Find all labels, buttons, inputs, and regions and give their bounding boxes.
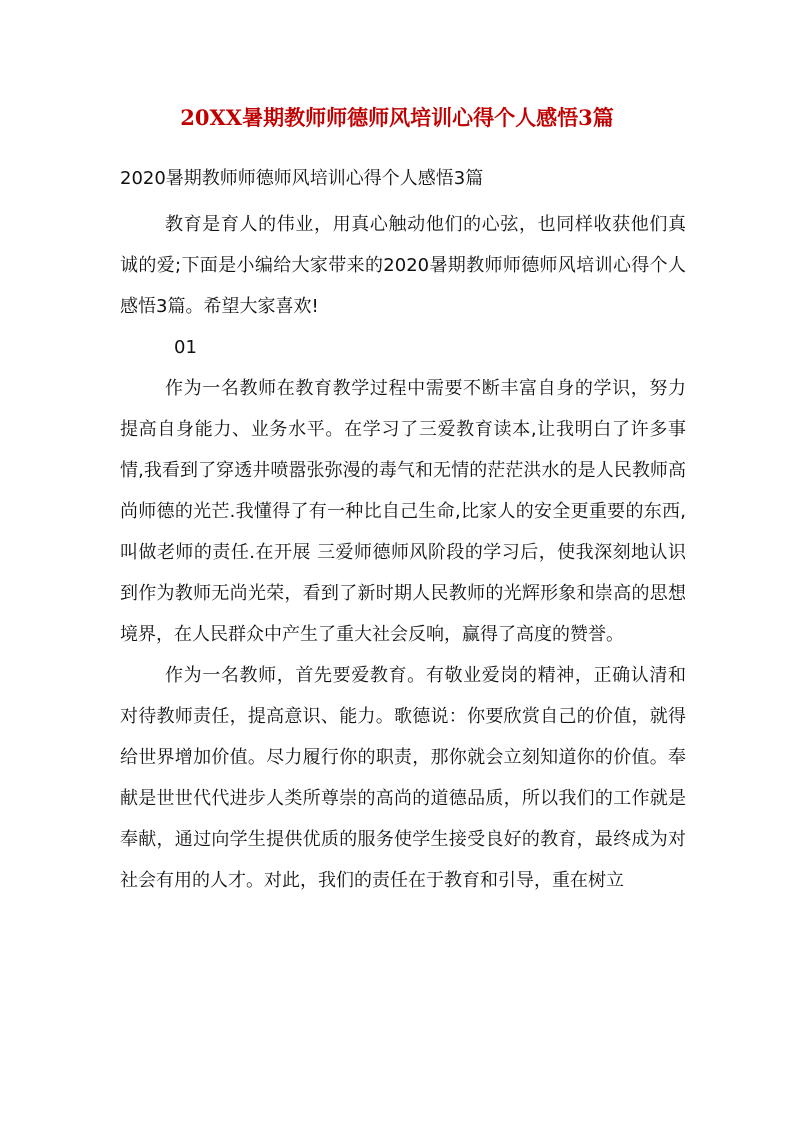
document-body [120, 204, 686, 901]
body-paragraph: 作为一名教师，首先要爱教育。有敬业爱岗的精神，正确认清和对待教师责任，提高意识、能力。歌德说：你要欣赏自己的价值，就得给世界增加价值。尽力履行你的职责，那你就会立刻知道你的价值。奉献是世世代代进步人类所尊崇的高尚的道德品质，所以我们的工作就是奉献，通过向学生提供优质的服务使学生接受良好的教育，最终成为对社会有用的人才。对此，我们的责任在于教育和引导，重在树立 [120, 665, 686, 891]
body-paragraph: 作为一名教师在教育教学过程中需要不断丰富自身的学识，努力提高自身能力、业务水平。在学习了三爱教育读本,让我明白了许多事情,我看到了穿透井喷嚣张弥漫的毒气和无情的茫茫洪水的是人民教师高尚师德的光芒.我懂得了有一种比自己生命,比家人的安全更重要的东西,叫做老师的责任.在开展 三爱师德师风阶段的学习后，使我深刻地认识到作为教师无尚光荣，看到了新时期人民教师的光辉形象和崇高的思想境界，在人民群众中产生了重大社会反响，赢得了高度的赞誉。 [120, 378, 686, 645]
intro-paragraph: 教育是育人的伟业，用真心触动他们的心弦，也同样收获他们真诚的爱;下面是小编给大家带来的2020暑期教师师德师风培训心得个人感悟3篇。希望大家喜欢! [120, 214, 686, 317]
document-title: 20XX暑期教师师德师风培训心得个人感悟3篇 [180, 105, 614, 130]
document-subtitle: 2020暑期教师师德师风培训心得个人感悟3篇 [120, 168, 484, 189]
section-number: 01 [174, 337, 197, 358]
